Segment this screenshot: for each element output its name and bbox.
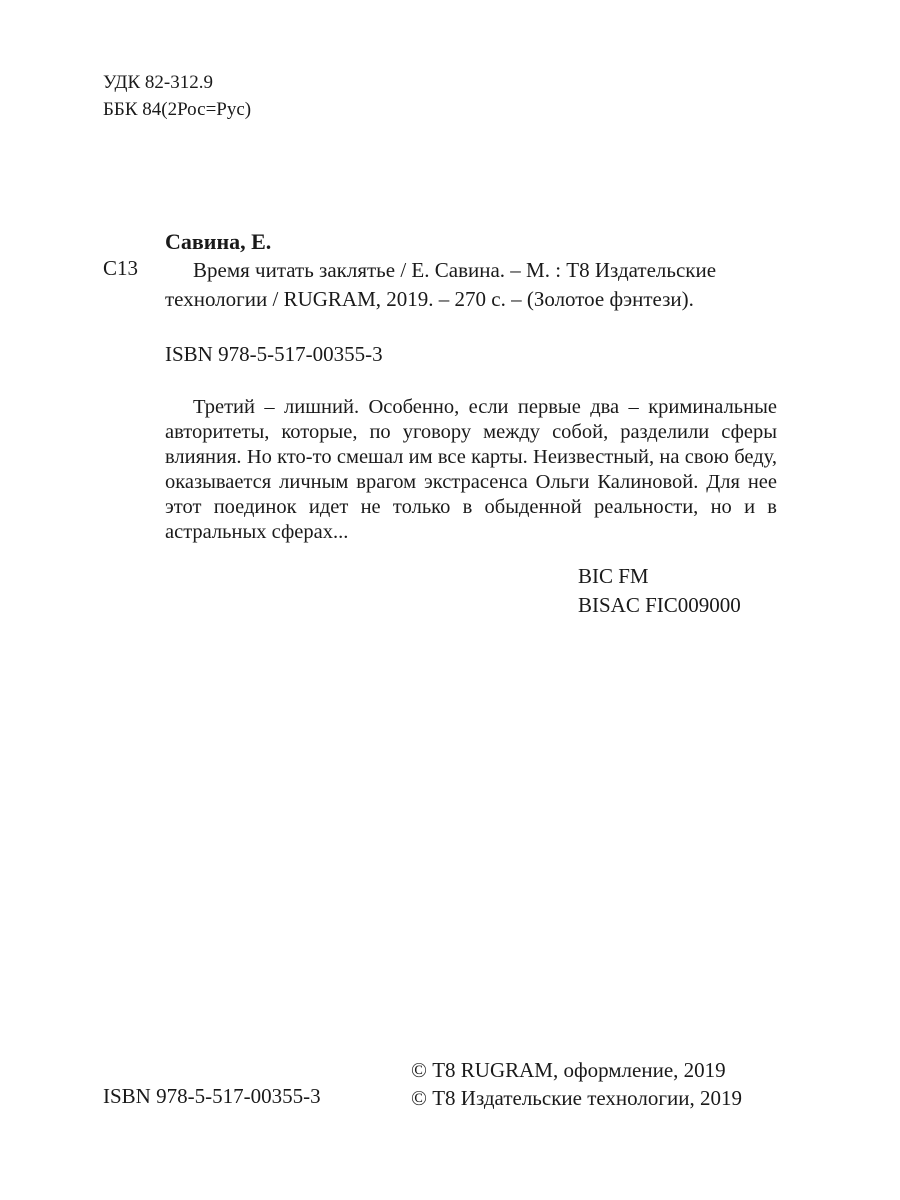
bibliographic-description bbox=[165, 256, 765, 314]
udk-code: УДК 82-312.9 bbox=[103, 72, 213, 93]
author-heading: Савина, Е. bbox=[165, 229, 272, 254]
bic-code: BIC FM bbox=[578, 564, 649, 588]
copyright-design: © Т8 RUGRAM, оформление, 2019 bbox=[411, 1058, 726, 1082]
annotation-paragraph: Третий – лишний. Особенно, если первые два – криминальные авторитеты, которые, по уговору между собой, разделили сферы влияния. Но кто-то смешал им все карты. Неизвестный, на свою беду, оказывается личным врагом экстрасенса Ольги Калиновой. Для нее этот поединок идет не только в обыденной реальности, но и в астральных сферах... bbox=[165, 396, 777, 543]
copyright-publisher: © Т8 Издательские технологии, 2019 bbox=[411, 1086, 742, 1110]
classification-codes bbox=[103, 69, 251, 123]
isbn-main: ISBN 978-5-517-00355-3 bbox=[165, 342, 383, 366]
bisac-code: BISAC FIC009000 bbox=[578, 593, 741, 617]
subject-codes bbox=[578, 562, 741, 620]
bibliographic-line-2: технологии / RUGRAM, 2019. – 270 с. – (Золотое фэнтези). bbox=[165, 287, 694, 311]
copyright-block bbox=[411, 1056, 742, 1112]
author-sign: С13 bbox=[103, 256, 139, 280]
isbn-bottom: ISBN 978-5-517-00355-3 bbox=[103, 1084, 321, 1108]
bibliographic-line-1: Время читать заклятье / Е. Савина. – М. : Т8 Издательские bbox=[193, 258, 717, 282]
bbk-code: ББК 84(2Рос=Рус) bbox=[103, 99, 252, 120]
